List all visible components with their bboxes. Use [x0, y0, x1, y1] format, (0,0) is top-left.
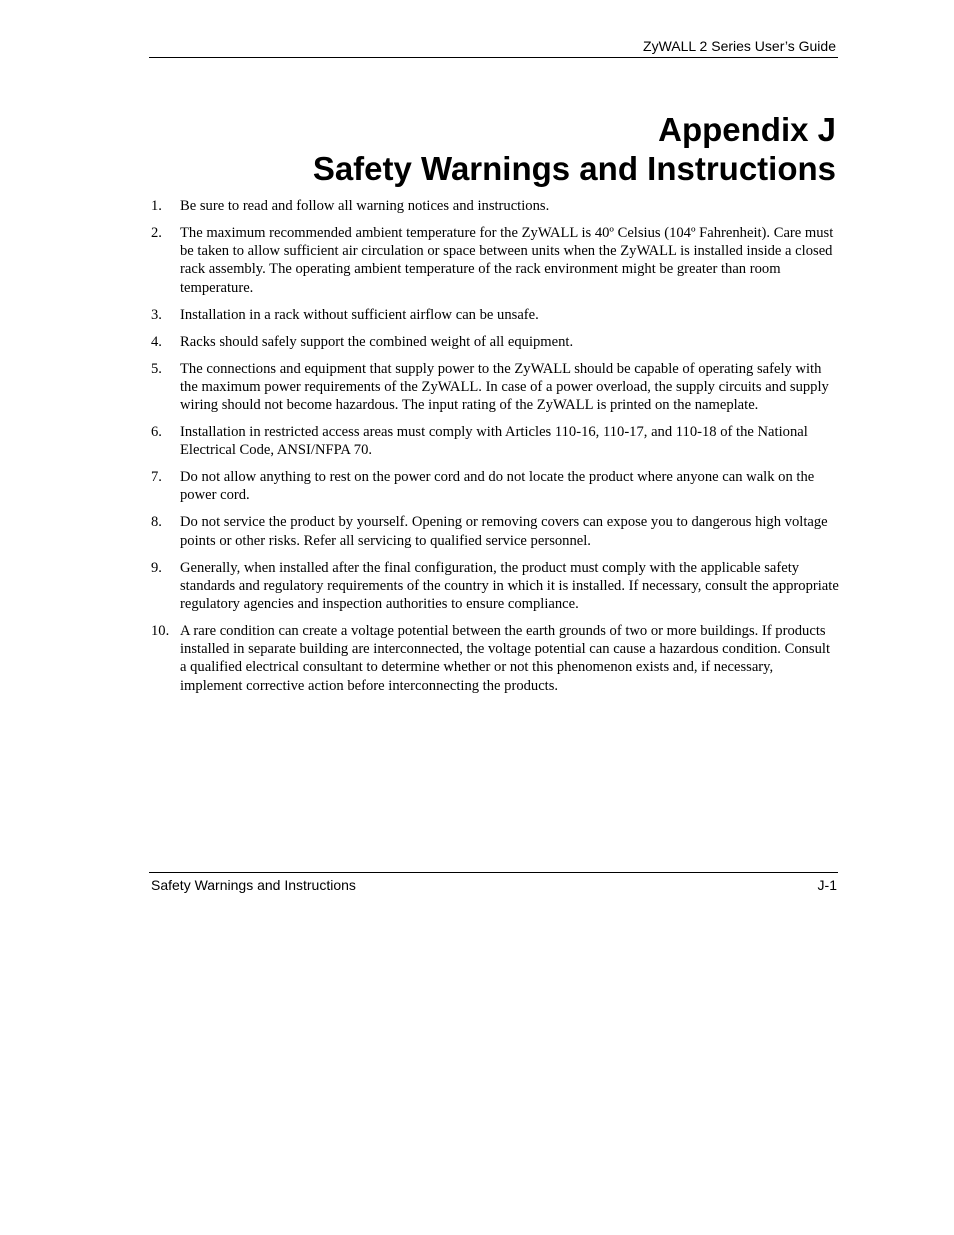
item-number: 6.	[151, 424, 162, 441]
item-text: The connections and equipment that supply power to the ZyWALL should be capable of operating safely with the maximum power requirements of the ZyWALL. In case of a power overload, the supply circuits and supply wiring should not become hazardous. The input rating of the ZyWALL is printed on the nameplate.	[180, 360, 829, 414]
page-number: J-1	[817, 877, 837, 893]
item-text: A rare condition can create a voltage potential between the earth grounds of two or more buildings. If products installed in separate building are interconnected, the voltage potential can cause a hazardous condition. Consult a qualified electrical consultant to determine whether or not this phenomenon exists and, if necessary, implement corrective action before interconnecting the products.	[180, 623, 831, 694]
list-item	[149, 468, 839, 504]
item-number: 5.	[151, 360, 162, 377]
item-text: Do not service the product by yourself. Opening or removing covers can expose you to dangerous high voltage points or other risks. Refer all servicing to qualified service personnel.	[180, 514, 828, 549]
list-item	[149, 513, 839, 549]
item-number: 10.	[151, 623, 170, 640]
list-item	[149, 224, 839, 297]
item-text: Generally, when installed after the final configuration, the product must comply with the applicable safety standards and regulatory requirements of the country in which it is installed. If necessary, consult the appropriate regulatory agencies and inspection authorities to ensure compliance.	[180, 559, 839, 613]
footer-section-title: Safety Warnings and Instructions	[151, 877, 356, 893]
page-title	[149, 110, 836, 188]
item-text: Installation in restricted access areas must comply with Articles 110-16, 110-17, and 110-18 of the National Electrical Code, ANSI/NFPA 70.	[180, 424, 808, 459]
page-footer	[149, 872, 838, 894]
guide-title: ZyWALL 2 Series User’s Guide	[643, 38, 836, 54]
item-number: 7.	[151, 469, 162, 486]
list-item	[149, 197, 839, 215]
page-header	[149, 37, 838, 58]
item-text: Racks should safely support the combined weight of all equipment.	[180, 333, 574, 350]
list-item	[149, 559, 839, 614]
item-text: Do not allow anything to rest on the power cord and do not locate the product where anyone can walk on the power cord.	[180, 469, 815, 504]
item-number: 8.	[151, 514, 162, 531]
list-item	[149, 360, 839, 415]
item-text: The maximum recommended ambient temperature for the ZyWALL is 40º Celsius (104º Fahrenheit). Care must be taken to allow sufficient air circulation or space between units when the ZyWALL is installed inside a closed rack assembly. The operating ambient temperature of the rack environment might be greater than room temperature.	[180, 225, 834, 296]
item-number: 2.	[151, 225, 162, 241]
appendix-title: Safety Warnings and Instructions	[312, 150, 836, 187]
list-item	[149, 622, 839, 695]
item-text: Installation in a rack without sufficient airflow can be unsafe.	[180, 306, 539, 323]
appendix-label: Appendix J	[658, 111, 836, 148]
item-number: 1.	[151, 198, 162, 214]
list-item	[149, 423, 839, 459]
item-number: 3.	[151, 306, 162, 323]
safety-warnings-list	[149, 197, 839, 704]
item-text: Be sure to read and follow all warning notices and instructions.	[180, 198, 550, 214]
item-number: 9.	[151, 559, 162, 576]
list-item	[149, 333, 839, 351]
list-item	[149, 306, 839, 324]
item-number: 4.	[151, 333, 162, 350]
